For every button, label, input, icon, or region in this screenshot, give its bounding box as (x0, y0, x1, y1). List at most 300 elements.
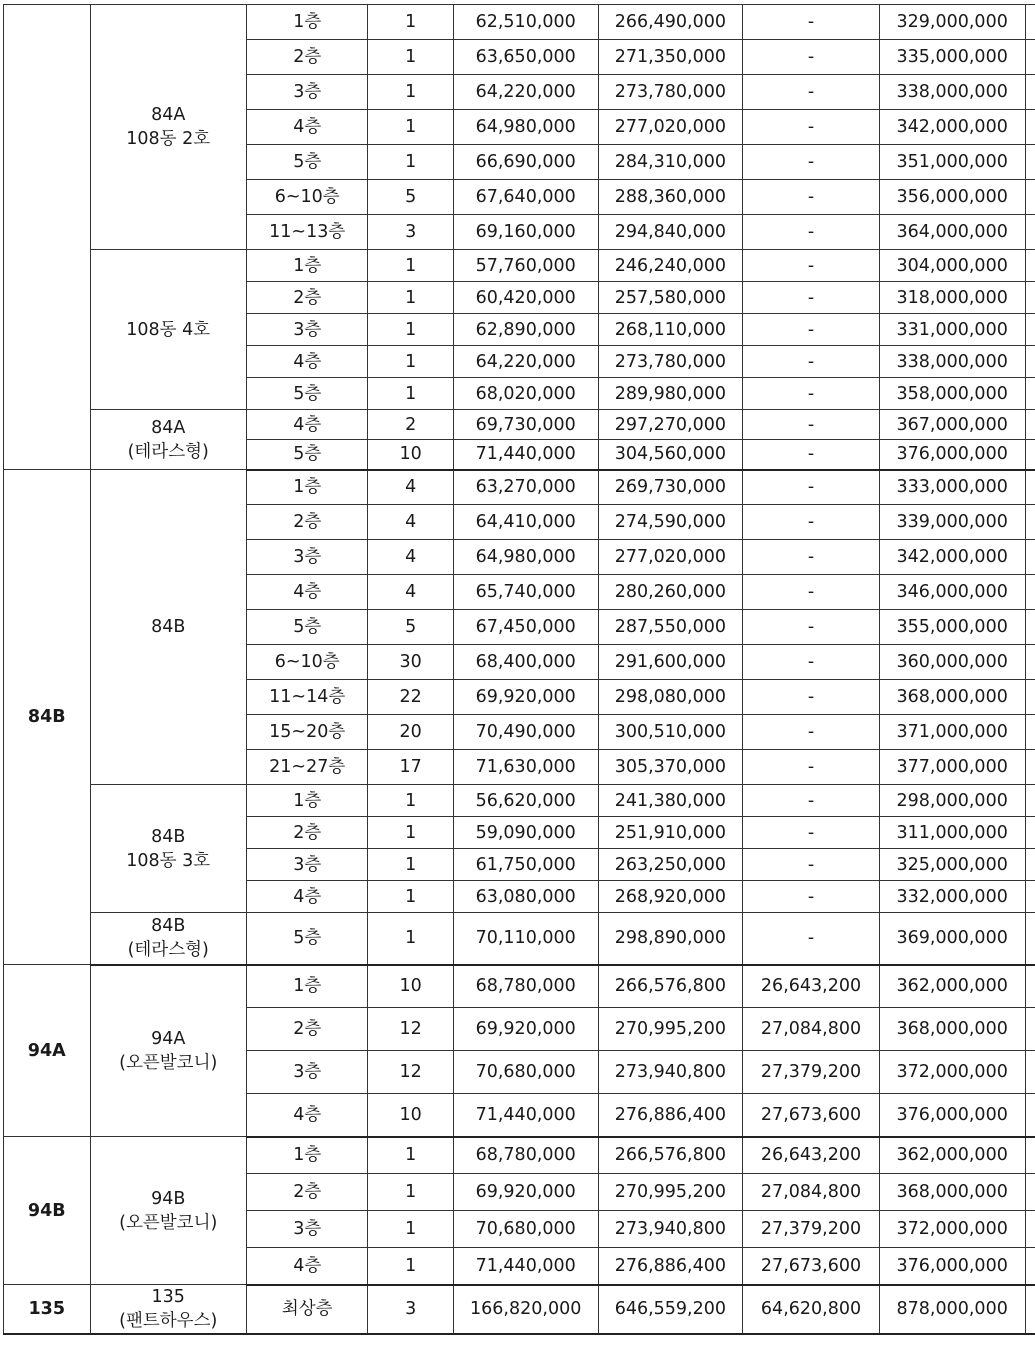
units-cell: 22 (368, 680, 453, 715)
units-cell: 10 (368, 965, 453, 1008)
floor-cell: 1층 (246, 470, 368, 505)
table-edge-cell (1025, 645, 1035, 680)
vat-cell: - (743, 40, 880, 75)
building-price-cell: 277,020,000 (598, 540, 743, 575)
units-cell: 12 (368, 1008, 453, 1051)
floor-cell: 4층 (246, 110, 368, 145)
building-price-cell: 276,886,400 (598, 1248, 743, 1285)
table-edge-cell (1025, 314, 1035, 346)
vat-cell: - (743, 282, 880, 314)
price-table (3, 4, 1035, 1335)
table-edge-cell (1025, 180, 1035, 215)
building-price-cell: 241,380,000 (598, 785, 743, 817)
land-price-cell: 57,760,000 (453, 250, 598, 282)
floor-cell: 4층 (246, 881, 368, 913)
table-edge-cell (1025, 913, 1035, 965)
units-cell: 5 (368, 610, 453, 645)
building-price-cell: 266,490,000 (598, 5, 743, 40)
floor-cell: 최상층 (246, 1285, 368, 1335)
units-cell: 2 (368, 410, 453, 440)
table-edge-cell (1025, 1174, 1035, 1211)
vat-cell: - (743, 913, 880, 965)
land-price-cell: 68,780,000 (453, 965, 598, 1008)
table-edge-cell (1025, 680, 1035, 715)
unit-type-label: 94B (27, 1200, 66, 1221)
units-cell: 17 (368, 750, 453, 785)
table-edge-cell (1025, 881, 1035, 913)
units-cell: 4 (368, 540, 453, 575)
floor-cell: 4층 (246, 1248, 368, 1285)
land-price-cell: 66,690,000 (453, 145, 598, 180)
total-price-cell: 362,000,000 (879, 965, 1025, 1008)
floor-cell: 4층 (246, 575, 368, 610)
vat-cell: - (743, 505, 880, 540)
vat-cell: - (743, 645, 880, 680)
unit-type-label: 135 (28, 1299, 66, 1319)
land-price-cell: 64,220,000 (453, 346, 598, 378)
table-edge-cell (1025, 75, 1035, 110)
units-cell: 1 (368, 881, 453, 913)
sub-type-label-line: 84B (151, 826, 186, 847)
total-price-cell: 332,000,000 (879, 881, 1025, 913)
floor-cell: 1층 (246, 785, 368, 817)
sub-type-label-line: 108동 4호 (126, 319, 211, 340)
unit-type-cell (4, 5, 91, 470)
table-edge-cell (1025, 145, 1035, 180)
table-row (4, 965, 1035, 1008)
building-price-cell: 287,550,000 (598, 610, 743, 645)
total-price-cell: 356,000,000 (879, 180, 1025, 215)
floor-cell: 4층 (246, 410, 368, 440)
total-price-cell: 325,000,000 (879, 849, 1025, 881)
sub-type-label-line: 84B (151, 916, 186, 937)
total-price-cell: 342,000,000 (879, 110, 1025, 145)
unit-type-cell (4, 470, 91, 965)
table-edge-cell (1025, 715, 1035, 750)
total-price-cell: 371,000,000 (879, 715, 1025, 750)
land-price-cell: 59,090,000 (453, 817, 598, 849)
units-cell: 3 (368, 215, 453, 250)
land-price-cell: 166,820,000 (453, 1285, 598, 1335)
total-price-cell: 346,000,000 (879, 575, 1025, 610)
building-price-cell: 300,510,000 (598, 715, 743, 750)
sub-type-label-line: 84B (151, 617, 186, 637)
floor-cell: 5층 (246, 913, 368, 965)
total-price-cell: 376,000,000 (879, 440, 1025, 470)
total-price-cell: 368,000,000 (879, 1174, 1025, 1211)
table-edge-cell (1025, 250, 1035, 282)
unit-type-cell (4, 1285, 91, 1335)
vat-cell: - (743, 215, 880, 250)
vat-cell: - (743, 575, 880, 610)
building-price-cell: 268,110,000 (598, 314, 743, 346)
total-price-cell: 367,000,000 (879, 410, 1025, 440)
units-cell: 10 (368, 1094, 453, 1137)
floor-cell: 11~13층 (246, 215, 368, 250)
total-price-cell: 351,000,000 (879, 145, 1025, 180)
vat-cell: 26,643,200 (743, 965, 880, 1008)
floor-cell: 5층 (246, 378, 368, 410)
building-price-cell: 298,080,000 (598, 680, 743, 715)
vat-cell: - (743, 180, 880, 215)
sub-type-label-line: (오픈발코니) (119, 1212, 218, 1233)
floor-cell: 15~20층 (246, 715, 368, 750)
total-price-cell: 329,000,000 (879, 5, 1025, 40)
table-row (4, 470, 1035, 505)
total-price-cell: 342,000,000 (879, 540, 1025, 575)
building-price-cell: 291,600,000 (598, 645, 743, 680)
units-cell: 1 (368, 282, 453, 314)
floor-cell: 2층 (246, 282, 368, 314)
vat-cell: - (743, 680, 880, 715)
floor-cell: 5층 (246, 440, 368, 470)
vat-cell: - (743, 5, 880, 40)
units-cell: 1 (368, 913, 453, 965)
floor-cell: 5층 (246, 145, 368, 180)
vat-cell: 64,620,800 (743, 1285, 880, 1335)
vat-cell: - (743, 346, 880, 378)
total-price-cell: 335,000,000 (879, 40, 1025, 75)
land-price-cell: 70,680,000 (453, 1211, 598, 1248)
total-price-cell: 369,000,000 (879, 913, 1025, 965)
building-price-cell: 246,240,000 (598, 250, 743, 282)
unit-type-cell (4, 965, 91, 1137)
sub-type-label-line: 94B (151, 1188, 186, 1209)
units-cell: 1 (368, 1174, 453, 1211)
units-cell: 1 (368, 1211, 453, 1248)
sub-type-label-line: (테라스형) (127, 441, 209, 462)
land-price-cell: 63,650,000 (453, 40, 598, 75)
table-edge-cell (1025, 965, 1035, 1008)
building-price-cell: 270,995,200 (598, 1174, 743, 1211)
land-price-cell: 67,450,000 (453, 610, 598, 645)
building-price-cell: 257,580,000 (598, 282, 743, 314)
land-price-cell: 68,020,000 (453, 378, 598, 410)
vat-cell: 27,379,200 (743, 1211, 880, 1248)
floor-cell: 5층 (246, 610, 368, 645)
table-row (4, 785, 1035, 817)
land-price-cell: 69,730,000 (453, 410, 598, 440)
land-price-cell: 65,740,000 (453, 575, 598, 610)
table-edge-cell (1025, 1248, 1035, 1285)
building-price-cell: 271,350,000 (598, 40, 743, 75)
table-row (4, 1285, 1035, 1335)
units-cell: 1 (368, 378, 453, 410)
units-cell: 1 (368, 785, 453, 817)
sub-type-label-line: (오픈발코니) (119, 1052, 218, 1073)
table-row (4, 5, 1035, 40)
land-price-cell: 69,160,000 (453, 215, 598, 250)
total-price-cell: 358,000,000 (879, 378, 1025, 410)
vat-cell: 26,643,200 (743, 1137, 880, 1174)
vat-cell: - (743, 750, 880, 785)
table-edge-cell (1025, 1008, 1035, 1051)
floor-cell: 3층 (246, 540, 368, 575)
total-price-cell: 318,000,000 (879, 282, 1025, 314)
total-price-cell: 368,000,000 (879, 680, 1025, 715)
units-cell: 10 (368, 440, 453, 470)
units-cell: 1 (368, 346, 453, 378)
building-price-cell: 273,780,000 (598, 75, 743, 110)
land-price-cell: 70,490,000 (453, 715, 598, 750)
total-price-cell: 376,000,000 (879, 1248, 1025, 1285)
land-price-cell: 70,110,000 (453, 913, 598, 965)
units-cell: 4 (368, 575, 453, 610)
total-price-cell: 377,000,000 (879, 750, 1025, 785)
sub-type-label-line: (테라스형) (127, 940, 209, 961)
table-edge-cell (1025, 540, 1035, 575)
units-cell: 1 (368, 817, 453, 849)
floor-cell: 3층 (246, 849, 368, 881)
total-price-cell: 372,000,000 (879, 1211, 1025, 1248)
sub-type-cell (90, 785, 246, 913)
land-price-cell: 68,400,000 (453, 645, 598, 680)
land-price-cell: 63,080,000 (453, 881, 598, 913)
table-edge-cell (1025, 1137, 1035, 1174)
sub-type-cell (90, 250, 246, 410)
vat-cell: - (743, 610, 880, 645)
total-price-cell: 338,000,000 (879, 346, 1025, 378)
vat-cell: 27,084,800 (743, 1008, 880, 1051)
table-row (4, 1137, 1035, 1174)
units-cell: 1 (368, 40, 453, 75)
vat-cell: 27,673,600 (743, 1094, 880, 1137)
table-edge-cell (1025, 575, 1035, 610)
total-price-cell: 333,000,000 (879, 470, 1025, 505)
units-cell: 12 (368, 1051, 453, 1094)
table-edge-cell (1025, 410, 1035, 440)
units-cell: 20 (368, 715, 453, 750)
total-price-cell: 298,000,000 (879, 785, 1025, 817)
units-cell: 1 (368, 1137, 453, 1174)
vat-cell: - (743, 849, 880, 881)
table-edge-cell (1025, 1211, 1035, 1248)
sub-type-cell (90, 470, 246, 785)
vat-cell: - (743, 715, 880, 750)
land-price-cell: 71,440,000 (453, 1094, 598, 1137)
floor-cell: 3층 (246, 1051, 368, 1094)
floor-cell: 6~10층 (246, 645, 368, 680)
table-edge-cell (1025, 1094, 1035, 1137)
table-row (4, 410, 1035, 440)
vat-cell: - (743, 540, 880, 575)
building-price-cell: 268,920,000 (598, 881, 743, 913)
table-edge-cell (1025, 440, 1035, 470)
land-price-cell: 62,890,000 (453, 314, 598, 346)
units-cell: 3 (368, 1285, 453, 1335)
vat-cell: - (743, 881, 880, 913)
vat-cell: - (743, 378, 880, 410)
table-edge-cell (1025, 1285, 1035, 1335)
units-cell: 1 (368, 110, 453, 145)
units-cell: 4 (368, 470, 453, 505)
total-price-cell: 304,000,000 (879, 250, 1025, 282)
vat-cell: 27,084,800 (743, 1174, 880, 1211)
table-edge-cell (1025, 817, 1035, 849)
sub-type-label-line: (팬트하우스) (119, 1311, 218, 1331)
land-price-cell: 69,920,000 (453, 1008, 598, 1051)
table-edge-cell (1025, 346, 1035, 378)
land-price-cell: 67,640,000 (453, 180, 598, 215)
units-cell: 1 (368, 1248, 453, 1285)
building-price-cell: 266,576,800 (598, 1137, 743, 1174)
building-price-cell: 273,780,000 (598, 346, 743, 378)
units-cell: 5 (368, 180, 453, 215)
sub-type-cell (90, 965, 246, 1137)
land-price-cell: 63,270,000 (453, 470, 598, 505)
sub-type-label-line: 84A (151, 417, 186, 438)
building-price-cell: 273,940,800 (598, 1051, 743, 1094)
units-cell: 1 (368, 314, 453, 346)
sub-type-cell (90, 1137, 246, 1285)
units-cell: 4 (368, 505, 453, 540)
land-price-cell: 68,780,000 (453, 1137, 598, 1174)
units-cell: 1 (368, 5, 453, 40)
floor-cell: 21~27층 (246, 750, 368, 785)
land-price-cell: 60,420,000 (453, 282, 598, 314)
building-price-cell: 269,730,000 (598, 470, 743, 505)
building-price-cell: 305,370,000 (598, 750, 743, 785)
vat-cell: - (743, 470, 880, 505)
vat-cell: - (743, 145, 880, 180)
unit-type-cell (4, 1137, 91, 1285)
sub-type-label-line: 84A (151, 105, 186, 125)
land-price-cell: 62,510,000 (453, 5, 598, 40)
building-price-cell: 263,250,000 (598, 849, 743, 881)
table-row (4, 250, 1035, 282)
table-edge-cell (1025, 282, 1035, 314)
table-edge-cell (1025, 505, 1035, 540)
land-price-cell: 71,630,000 (453, 750, 598, 785)
floor-cell: 1층 (246, 5, 368, 40)
floor-cell: 1층 (246, 250, 368, 282)
table-edge-cell (1025, 1051, 1035, 1094)
building-price-cell: 297,270,000 (598, 410, 743, 440)
vat-cell: 27,673,600 (743, 1248, 880, 1285)
building-price-cell: 276,886,400 (598, 1094, 743, 1137)
floor-cell: 2층 (246, 505, 368, 540)
units-cell: 1 (368, 75, 453, 110)
land-price-cell: 71,440,000 (453, 1248, 598, 1285)
floor-cell: 11~14층 (246, 680, 368, 715)
building-price-cell: 646,559,200 (598, 1285, 743, 1335)
floor-cell: 2층 (246, 1174, 368, 1211)
table-edge-cell (1025, 849, 1035, 881)
sub-type-label-line: 94A (151, 1028, 186, 1049)
land-price-cell: 61,750,000 (453, 849, 598, 881)
total-price-cell: 362,000,000 (879, 1137, 1025, 1174)
vat-cell: 27,379,200 (743, 1051, 880, 1094)
vat-cell: - (743, 817, 880, 849)
sub-type-label-line: 135 (151, 1287, 185, 1307)
floor-cell: 3층 (246, 75, 368, 110)
vat-cell: - (743, 110, 880, 145)
table-edge-cell (1025, 5, 1035, 40)
building-price-cell: 274,590,000 (598, 505, 743, 540)
vat-cell: - (743, 314, 880, 346)
table-edge-cell (1025, 785, 1035, 817)
units-cell: 1 (368, 145, 453, 180)
unit-type-label: 94A (27, 1040, 66, 1061)
building-price-cell: 273,940,800 (598, 1211, 743, 1248)
units-cell: 1 (368, 250, 453, 282)
total-price-cell: 331,000,000 (879, 314, 1025, 346)
floor-cell: 3층 (246, 1211, 368, 1248)
building-price-cell: 289,980,000 (598, 378, 743, 410)
floor-cell: 4층 (246, 346, 368, 378)
floor-cell: 6~10층 (246, 180, 368, 215)
floor-cell: 1층 (246, 1137, 368, 1174)
building-price-cell: 298,890,000 (598, 913, 743, 965)
table-edge-cell (1025, 470, 1035, 505)
table-edge-cell (1025, 215, 1035, 250)
building-price-cell: 294,840,000 (598, 215, 743, 250)
table-edge-cell (1025, 750, 1035, 785)
total-price-cell: 355,000,000 (879, 610, 1025, 645)
floor-cell: 2층 (246, 1008, 368, 1051)
vat-cell: - (743, 250, 880, 282)
land-price-cell: 69,920,000 (453, 680, 598, 715)
units-cell: 30 (368, 645, 453, 680)
land-price-cell: 64,980,000 (453, 540, 598, 575)
units-cell: 1 (368, 849, 453, 881)
sub-type-label-line: 108동 2호 (126, 129, 211, 149)
building-price-cell: 304,560,000 (598, 440, 743, 470)
sub-type-cell (90, 1285, 246, 1335)
table-edge-cell (1025, 610, 1035, 645)
building-price-cell: 266,576,800 (598, 965, 743, 1008)
total-price-cell: 376,000,000 (879, 1094, 1025, 1137)
total-price-cell: 364,000,000 (879, 215, 1025, 250)
land-price-cell: 64,410,000 (453, 505, 598, 540)
land-price-cell: 56,620,000 (453, 785, 598, 817)
total-price-cell: 368,000,000 (879, 1008, 1025, 1051)
building-price-cell: 251,910,000 (598, 817, 743, 849)
building-price-cell: 288,360,000 (598, 180, 743, 215)
total-price-cell: 372,000,000 (879, 1051, 1025, 1094)
sub-type-label-line: 108동 3호 (126, 850, 211, 871)
land-price-cell: 70,680,000 (453, 1051, 598, 1094)
building-price-cell: 270,995,200 (598, 1008, 743, 1051)
table-row (4, 913, 1035, 965)
floor-cell: 1층 (246, 965, 368, 1008)
vat-cell: - (743, 440, 880, 470)
building-price-cell: 277,020,000 (598, 110, 743, 145)
floor-cell: 4층 (246, 1094, 368, 1137)
land-price-cell: 69,920,000 (453, 1174, 598, 1211)
total-price-cell: 878,000,000 (879, 1285, 1025, 1335)
total-price-cell: 338,000,000 (879, 75, 1025, 110)
floor-cell: 2층 (246, 817, 368, 849)
building-price-cell: 284,310,000 (598, 145, 743, 180)
table-edge-cell (1025, 110, 1035, 145)
unit-type-label: 84B (27, 707, 66, 727)
vat-cell: - (743, 410, 880, 440)
vat-cell: - (743, 785, 880, 817)
total-price-cell: 339,000,000 (879, 505, 1025, 540)
sub-type-cell (90, 5, 246, 250)
table-edge-cell (1025, 378, 1035, 410)
total-price-cell: 311,000,000 (879, 817, 1025, 849)
building-price-cell: 280,260,000 (598, 575, 743, 610)
land-price-cell: 71,440,000 (453, 440, 598, 470)
floor-cell: 3층 (246, 314, 368, 346)
sub-type-cell (90, 410, 246, 470)
land-price-cell: 64,980,000 (453, 110, 598, 145)
land-price-cell: 64,220,000 (453, 75, 598, 110)
total-price-cell: 360,000,000 (879, 645, 1025, 680)
floor-cell: 2층 (246, 40, 368, 75)
